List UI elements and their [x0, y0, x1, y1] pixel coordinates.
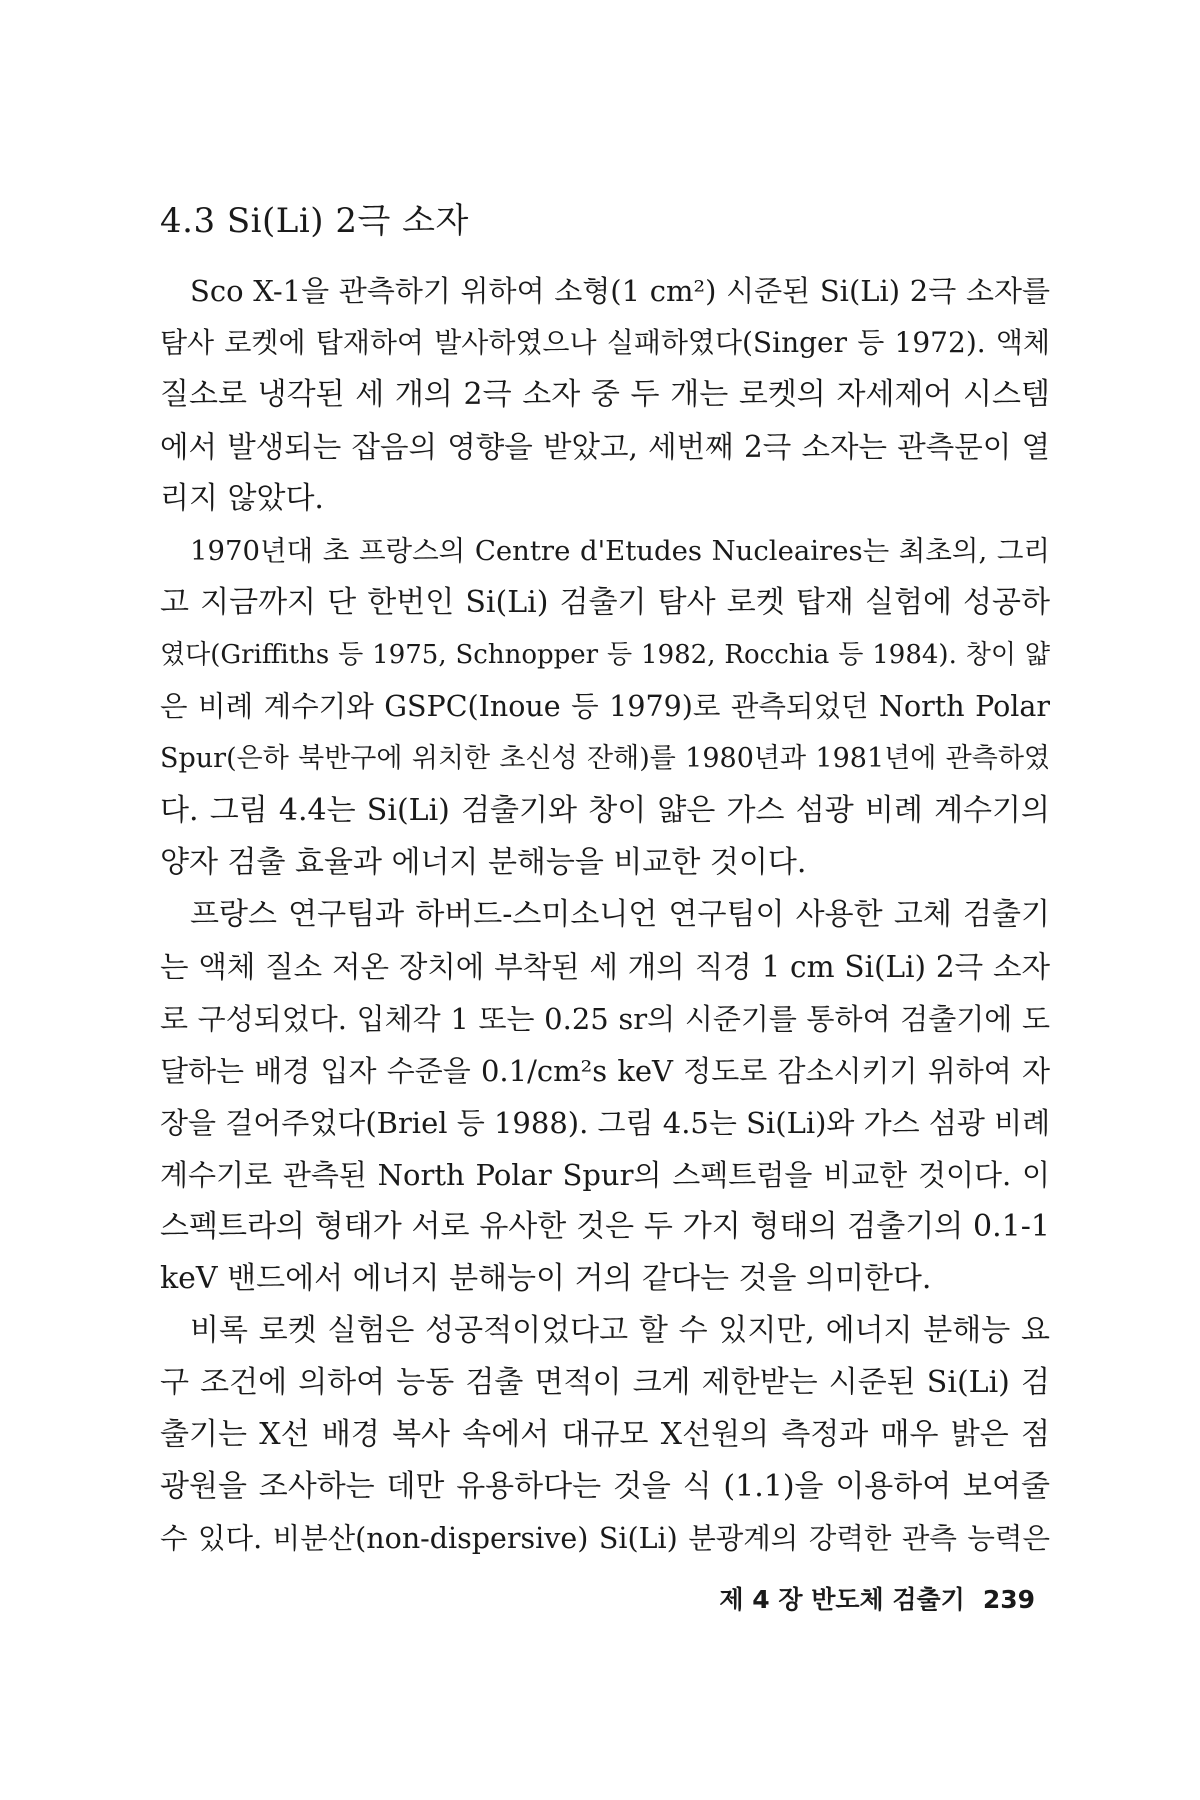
text-line: 스펙트라의 형태가 서로 유사한 것은 두 가지 형태의 검출기의 0.1-1	[160, 1209, 1050, 1244]
text-line: 로 구성되었다. 입체각 1 또는 0.25 sr의 시준기를 통하여 검출기에 도	[160, 1002, 1050, 1036]
text-line: 은 비례 계수기와 GSPC(Inoue 등 1979)로 관측되었던 North Polar	[160, 690, 1050, 723]
section-title: 4.3 Si(Li) 2극 소자	[160, 201, 469, 242]
text-line: 탐사 로켓에 탑재하여 발사하였으나 실패하였다(Singer 등 1972). 액체	[160, 326, 1050, 359]
paragraph	[160, 889, 1050, 1305]
text-line: 였다(Griffiths 등 1975, Schnopper 등 1982, Rocchia 등 1984). 창이 얇	[160, 640, 1050, 670]
text-line: 계수기로 관측된 North Polar Spur의 스펙트럼을 비교한 것이다. 이	[160, 1158, 1050, 1192]
text-line: 출기는 X선 배경 복사 속에서 대규모 X선원의 측정과 매우 밝은 점	[160, 1417, 1050, 1452]
text-line: 광원을 조사하는 데만 유용하다는 것을 식 (1.1)을 이용하여 보여줄	[160, 1469, 1050, 1504]
text-line: 달하는 배경 입자 수준을 0.1/cm²s keV 정도로 감소시키기 위하여 자	[160, 1054, 1050, 1088]
text-line: 프랑스 연구팀과 하버드-스미소니언 연구팀이 사용한 고체 검출기	[190, 897, 1050, 932]
text-line: 1970년대 초 프랑스의 Centre d'Etudes Nucleaires는 최초의, 그리	[190, 535, 1050, 567]
text-line: Sco X-1을 관측하기 위하여 소형(1 cm²) 시준된 Si(Li) 2극 소자를	[190, 274, 1050, 308]
text-line: 비록 로켓 실험은 성공적이었다고 할 수 있지만, 에너지 분해능 요	[190, 1313, 1050, 1348]
paragraph	[160, 1305, 1050, 1565]
text-line: 고 지금까지 단 한번인 Si(Li) 검출기 탐사 로켓 탑재 실험에 성공하	[160, 585, 1050, 620]
text-line: 구 조건에 의하여 능동 검출 면적이 크게 제한받는 시준된 Si(Li) 검	[160, 1365, 1050, 1400]
text-line: Spur(은하 북반구에 위치한 초신성 잔해)를 1980년과 1981년에 관측하였	[160, 743, 1050, 774]
text-line: 수 있다. 비분산(non-dispersive) Si(Li) 분광계의 강력한 관측 능력은	[160, 1522, 1050, 1555]
text-line: 에서 발생되는 잡음의 영향을 받았고, 세번째 2극 소자는 관측문이 열	[160, 430, 1050, 464]
page-footer	[701, 1580, 1035, 1616]
text-line: 장을 걸어주었다(Briel 등 1988). 그림 4.5는 Si(Li)와 가스 섬광 비례	[160, 1106, 1050, 1140]
text-line: 리지 않았다.	[160, 481, 324, 516]
paragraph	[160, 525, 1050, 889]
text-line: 질소로 냉각된 세 개의 2극 소자 중 두 개는 로켓의 자세제어 시스템	[160, 377, 1050, 412]
chapter-title: 제 4 장 반도체 검출기	[719, 1585, 965, 1614]
paragraph	[160, 265, 1050, 525]
body-text	[160, 265, 1050, 1565]
text-line: keV 밴드에서 에너지 분해능이 거의 같다는 것을 의미한다.	[160, 1261, 932, 1296]
text-line: 는 액체 질소 저온 장치에 부착된 세 개의 직경 1 cm Si(Li) 2극 소자	[160, 950, 1050, 984]
text-line: 다. 그림 4.4는 Si(Li) 검출기와 창이 얇은 가스 섬광 비례 계수기의	[160, 793, 1050, 828]
page-number: 239	[982, 1585, 1035, 1614]
text-line: 양자 검출 효율과 에너지 분해능을 비교한 것이다.	[160, 845, 807, 880]
